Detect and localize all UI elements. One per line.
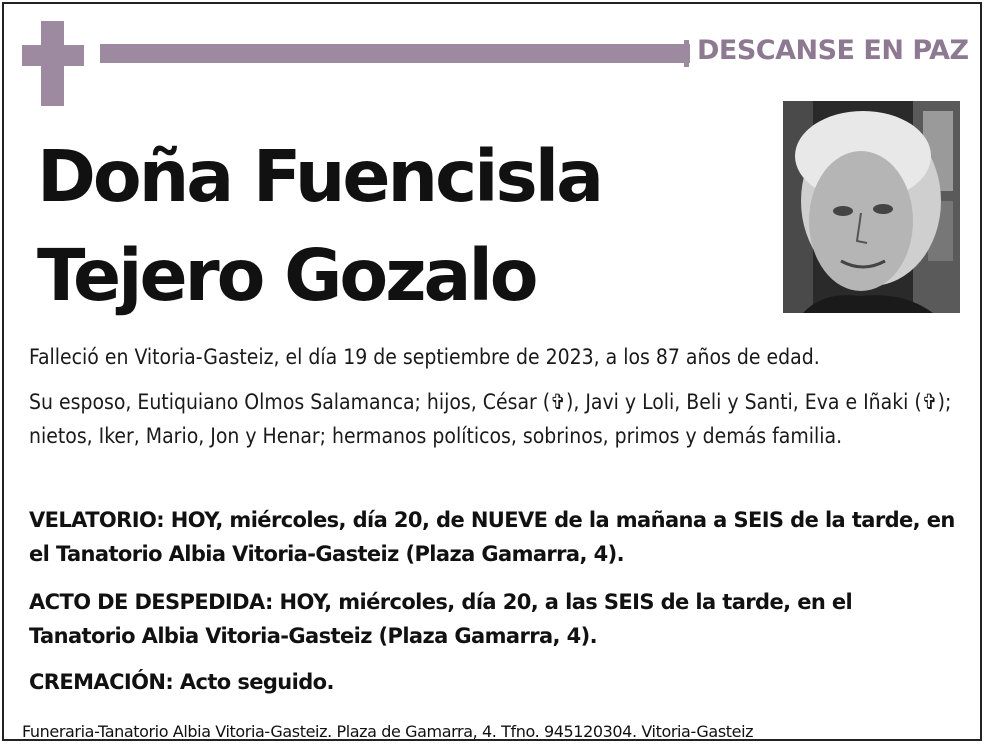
- death-notice: Falleció en Vitoria-Gasteiz, el día 19 de septiembre de 2023, a los 87 años de edad.: [29, 345, 820, 369]
- wake-info: VELATORIO: HOY, miércoles, día 20, de NUEVE de la mañana a SEIS de la tarde, en el Tanatorio Albia Vitoria-Gasteiz (Plaza Gamarra, 4).: [29, 508, 955, 566]
- portrait-photo: [783, 101, 960, 313]
- funeral-home-footer: Funeraria-Tanatorio Albia Vitoria-Gasteiz. Plaza de Gamarra, 4. Tfno. 945120304. Vitoria-Gasteiz: [22, 722, 754, 741]
- farewell-info: ACTO DE DESPEDIDA: HOY, miércoles, día 20, a las SEIS de la tarde, en el Tanatorio Albia Vitoria-Gasteiz (Plaza Gamarra, 4).: [29, 590, 853, 648]
- obituary-frame: [2, 2, 982, 741]
- rip-heading: DESCANSE EN PAZ: [697, 35, 969, 66]
- deceased-name-line1: Doña Fuencisla: [37, 135, 602, 218]
- cremation-info: CREMACIÓN: Acto seguido.: [29, 670, 334, 694]
- cross-icon-horizontal: [22, 45, 84, 66]
- family-list: Su esposo, Eutiquiano Olmos Salamanca; hijos, César (✞), Javi y Loli, Beli y Santi, Eva e Iñaki (✞); nietos, Iker, Mario, Jon y Henar; hermanos políticos, sobrinos, primos y demás familia.: [29, 390, 952, 448]
- header-bar-end: [684, 40, 689, 67]
- portrait-image: [783, 101, 960, 313]
- deceased-name-line2: Tejero Gozalo: [37, 234, 536, 317]
- header-bar: [100, 44, 690, 63]
